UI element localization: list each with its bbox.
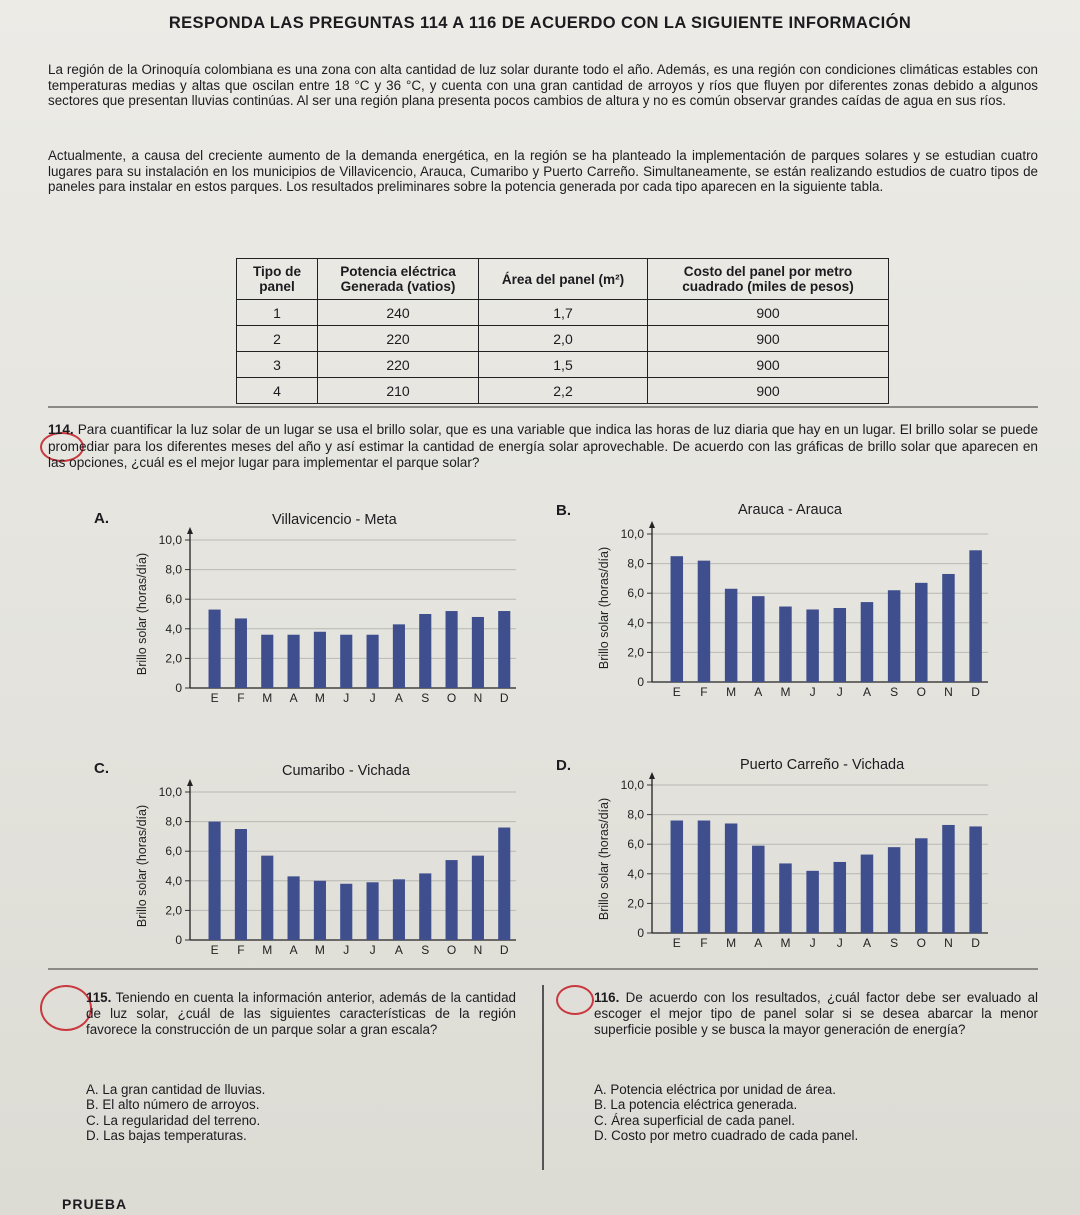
section-divider: [48, 968, 1038, 970]
bar: [806, 609, 818, 682]
question-116: [594, 990, 1038, 1038]
header-tipo: Tipo de panel: [237, 259, 318, 300]
x-tick-label: O: [916, 936, 926, 950]
table-cell: 2: [237, 326, 318, 352]
bar: [834, 862, 846, 933]
table-cell: 220: [318, 352, 479, 378]
section-title: RESPONDA LAS PREGUNTAS 114 A 116 DE ACUERDO CON LA SIGUIENTE INFORMACIÓN: [168, 14, 912, 32]
bar: [209, 822, 221, 940]
question-text: De acuerdo con los resultados, ¿cuál factor debe ser evaluado al escoger el mejor tipo de panel solar si se desea abarcar la menor superficie posible y se busca la mayor generación de energía?: [594, 990, 1038, 1037]
y-tick-label: 0: [175, 933, 182, 947]
y-axis-label: Brillo solar (horas/día): [597, 797, 611, 921]
y-tick-label: 2,0: [627, 896, 644, 911]
column-divider: [542, 985, 544, 1170]
answer-option-a[interactable]: A. Potencia eléctrica por unidad de área.: [594, 1082, 836, 1097]
bar: [261, 856, 273, 940]
x-tick-label: S: [890, 685, 899, 699]
question-number: 116.: [594, 990, 620, 1005]
bar: [752, 596, 764, 682]
annotation-circle: [40, 985, 92, 1031]
x-tick-label: J: [809, 685, 816, 699]
y-tick-label: 4,0: [165, 621, 182, 636]
table-row: [237, 352, 889, 378]
x-tick-label: J: [836, 685, 843, 699]
x-tick-label: J: [343, 943, 350, 957]
chart-d: [590, 773, 1000, 963]
chart-c-title: Cumaribo - Vichada: [282, 763, 410, 779]
x-tick-label: E: [672, 685, 681, 699]
answer-option-c[interactable]: C. Área superficial de cada panel.: [594, 1112, 795, 1128]
x-tick-label: J: [369, 691, 376, 705]
answer-option-b[interactable]: B. La potencia eléctrica generada.: [594, 1097, 798, 1113]
x-tick-label: D: [499, 943, 509, 957]
bar: [472, 856, 484, 940]
bar: [261, 635, 273, 688]
x-tick-label: M: [262, 943, 273, 957]
y-tick-label: 4,0: [165, 873, 182, 888]
table-cell: 900: [648, 300, 889, 326]
x-tick-label: A: [754, 685, 763, 699]
answer-option-c[interactable]: C. La regularidad del terreno.: [86, 1112, 261, 1128]
bar: [942, 574, 954, 682]
x-tick-label: J: [343, 691, 350, 705]
x-tick-label: N: [944, 685, 953, 699]
y-tick-label: 10,0: [620, 527, 644, 541]
header-costo: Costo del panel por metro cuadrado (miles de pesos): [648, 259, 889, 300]
bar: [915, 583, 927, 682]
bar: [725, 823, 737, 933]
bar: [288, 876, 300, 940]
y-tick-label: 10,0: [620, 778, 644, 792]
table-cell: 900: [648, 378, 889, 404]
bar: [942, 825, 954, 933]
x-tick-label: M: [314, 691, 325, 705]
table-cell: 900: [648, 326, 889, 352]
table-cell: 4: [237, 378, 318, 404]
bar: [235, 618, 247, 688]
x-tick-label: A: [754, 936, 763, 950]
question-115: [86, 990, 516, 1038]
x-tick-label: A: [394, 691, 403, 705]
bar: [340, 635, 352, 688]
y-tick-label: 8,0: [627, 807, 644, 822]
option-d-label[interactable]: D.: [556, 757, 571, 774]
bar: [498, 611, 510, 688]
bar: [752, 846, 764, 933]
table-row: [237, 326, 889, 352]
x-tick-label: D: [971, 685, 980, 699]
table-cell: 220: [318, 326, 479, 352]
header-area: Área del panel (m²): [479, 259, 648, 300]
intro-paragraph-2: Actualmente, a causa del creciente aumento de la demanda energética, en la región se ha planteado la implementación de parques solares y se estudian cuatro lugares para su instalación en los municipios de Villavicencio, Arauca, Cumaribo y Puerto Carreño. Simultaneamente, se están realizando estudios de cuatro tipos de paneles para instalar en estos parques. Los resultados preliminares sobre la potencia generada por cada tipo aparecen en la siguiente tabla.: [48, 148, 1038, 195]
header-potencia: Potencia eléctrica Generada (vatios): [318, 259, 479, 300]
chart-b-title: Arauca - Arauca: [738, 502, 842, 518]
bar: [779, 863, 791, 933]
bar: [367, 882, 379, 940]
x-tick-label: A: [289, 943, 298, 957]
answer-option-d[interactable]: D. Costo por metro cuadrado de cada panel.: [594, 1128, 859, 1144]
question-114: [48, 422, 1038, 472]
x-tick-label: S: [890, 936, 899, 950]
x-tick-label: A: [289, 691, 298, 705]
x-tick-label: J: [836, 936, 843, 950]
bar: [698, 561, 710, 682]
panel-table: [236, 258, 889, 404]
x-tick-label: A: [394, 943, 403, 957]
bar: [861, 602, 873, 682]
y-tick-label: 2,0: [165, 651, 182, 666]
annotation-circle: [556, 985, 594, 1015]
bar: [446, 860, 458, 940]
x-tick-label: J: [809, 936, 816, 950]
x-tick-label: M: [262, 691, 273, 705]
table-cell: 1,5: [479, 352, 648, 378]
option-c-label[interactable]: C.: [94, 760, 109, 777]
x-tick-label: A: [862, 936, 871, 950]
y-tick-label: 10,0: [158, 533, 182, 547]
bar: [314, 632, 326, 688]
q116-options: [594, 1082, 858, 1144]
y-axis-label: Brillo solar (horas/día): [135, 804, 149, 928]
x-tick-label: S: [421, 943, 430, 957]
table-header-row: [237, 259, 889, 300]
q115-options: [86, 1082, 265, 1144]
x-tick-label: F: [700, 685, 708, 699]
y-axis-label: Brillo solar (horas/día): [597, 546, 611, 670]
chart-d-title: Puerto Carreño - Vichada: [740, 757, 905, 773]
bar: [698, 821, 710, 933]
x-tick-label: O: [916, 685, 926, 699]
bar: [314, 881, 326, 940]
answer-option-b[interactable]: B. El alto número de arroyos.: [86, 1097, 260, 1113]
table-cell: 3: [237, 352, 318, 378]
table-cell: 1: [237, 300, 318, 326]
y-tick-label: 0: [637, 675, 644, 689]
table-cell: 240: [318, 300, 479, 326]
bar: [498, 828, 510, 940]
y-tick-label: 6,0: [165, 592, 182, 607]
question-text: Teniendo en cuenta la información anterior, además de la cantidad de luz solar, ¿cuál de las siguientes características de la región favorece la construcción de un parque solar a gran escala?: [86, 990, 516, 1037]
y-tick-label: 4,0: [627, 615, 644, 630]
bar: [806, 871, 818, 933]
bar: [419, 614, 431, 688]
table-row: [237, 378, 889, 404]
x-tick-label: F: [237, 943, 245, 957]
y-tick-label: 10,0: [158, 785, 182, 799]
x-tick-label: D: [499, 691, 509, 705]
bar: [209, 610, 221, 688]
bar: [393, 624, 405, 688]
table-cell: 900: [648, 352, 889, 378]
bar: [888, 590, 900, 682]
y-tick-label: 4,0: [627, 866, 644, 881]
bar: [969, 826, 981, 933]
option-b-label[interactable]: B.: [556, 502, 571, 519]
chart-a-title: Villavicencio - Meta: [272, 512, 397, 528]
section-divider: [48, 406, 1038, 408]
x-tick-label: N: [473, 943, 483, 957]
bar: [725, 589, 737, 682]
x-tick-label: M: [726, 685, 737, 699]
y-axis-arrow: [649, 772, 655, 779]
y-tick-label: 2,0: [165, 903, 182, 918]
bar: [861, 855, 873, 933]
bar: [288, 635, 300, 688]
x-tick-label: O: [446, 943, 457, 957]
bar: [472, 617, 484, 688]
y-axis-arrow: [187, 779, 193, 786]
bar: [393, 879, 405, 940]
y-tick-label: 6,0: [627, 586, 644, 601]
table-cell: 2,2: [479, 378, 648, 404]
y-tick-label: 0: [637, 926, 644, 940]
x-tick-label: M: [780, 936, 791, 950]
question-number: 115.: [86, 990, 112, 1005]
bar: [779, 607, 791, 682]
x-tick-label: F: [237, 691, 245, 705]
y-tick-label: 0: [175, 681, 182, 695]
answer-option-d[interactable]: D. Las bajas temperaturas.: [86, 1128, 247, 1144]
chart-c: [128, 780, 528, 970]
table-cell: 2,0: [479, 326, 648, 352]
bar: [671, 821, 683, 933]
y-tick-label: 6,0: [165, 844, 182, 859]
y-tick-label: 8,0: [165, 562, 182, 577]
question-number: 114.: [48, 422, 74, 437]
x-tick-label: N: [944, 936, 953, 950]
bar: [235, 829, 247, 940]
y-tick-label: 2,0: [627, 645, 644, 660]
question-text: Para cuantificar la luz solar de un lugar se usa el brillo solar, que es una variable que indica las horas de luz diaria que hay en un lugar. El brillo solar se puede promediar para los diferentes meses del año y así estimar la cantidad de energía solar aprovechable. De acuerdo con las gráficas de brillo solar que aparecen en las opciones, ¿cuál es el mejor lugar para implementar el parque solar?: [48, 422, 1039, 470]
bar: [888, 847, 900, 933]
table-cell: 1,7: [479, 300, 648, 326]
y-tick-label: 8,0: [165, 814, 182, 829]
x-tick-label: F: [700, 936, 708, 950]
x-tick-label: M: [726, 936, 737, 950]
x-tick-label: N: [473, 691, 483, 705]
x-tick-label: S: [421, 691, 430, 705]
chart-b: [590, 522, 1000, 712]
answer-option-a[interactable]: A. La gran cantidad de lluvias.: [86, 1082, 266, 1097]
bar: [419, 873, 431, 940]
y-axis-arrow: [187, 527, 193, 534]
y-tick-label: 6,0: [627, 837, 644, 852]
bar: [340, 884, 352, 940]
x-tick-label: M: [314, 943, 325, 957]
x-tick-label: M: [780, 685, 791, 699]
x-tick-label: D: [971, 936, 980, 950]
x-tick-label: E: [210, 691, 219, 705]
bar: [446, 611, 458, 688]
footer-label: PRUEBA: [62, 1196, 128, 1212]
bar: [671, 556, 683, 682]
x-tick-label: J: [369, 943, 376, 957]
x-tick-label: A: [862, 685, 871, 699]
bar: [367, 635, 379, 688]
bar: [969, 550, 981, 682]
x-tick-label: E: [672, 936, 681, 950]
x-tick-label: O: [446, 691, 457, 705]
table-row: [237, 300, 889, 326]
chart-a: [128, 528, 528, 718]
bar: [915, 838, 927, 933]
bar: [834, 608, 846, 682]
table-cell: 210: [318, 378, 479, 404]
y-tick-label: 8,0: [627, 556, 644, 571]
intro-paragraph-1: La región de la Orinoquía colombiana es una zona con alta cantidad de luz solar durante todo el año. Además, es una región con condiciones climáticas estables con temperaturas medias y altas que oscilan entre 18 °C y 36 °C, y cuenta con una gran cantidad de arroyos y ríos que fluyen por diferentes zonas debido a algunos sectores que presentan lluvias continúas. Al ser una región plana presenta pocos cambios de altura y no es común observar grandes caídas de agua en sus ríos.: [48, 62, 1038, 109]
y-axis-arrow: [649, 521, 655, 528]
y-axis-label: Brillo solar (horas/día): [135, 552, 149, 676]
option-a-label[interactable]: A.: [94, 510, 109, 527]
x-tick-label: E: [210, 943, 219, 957]
